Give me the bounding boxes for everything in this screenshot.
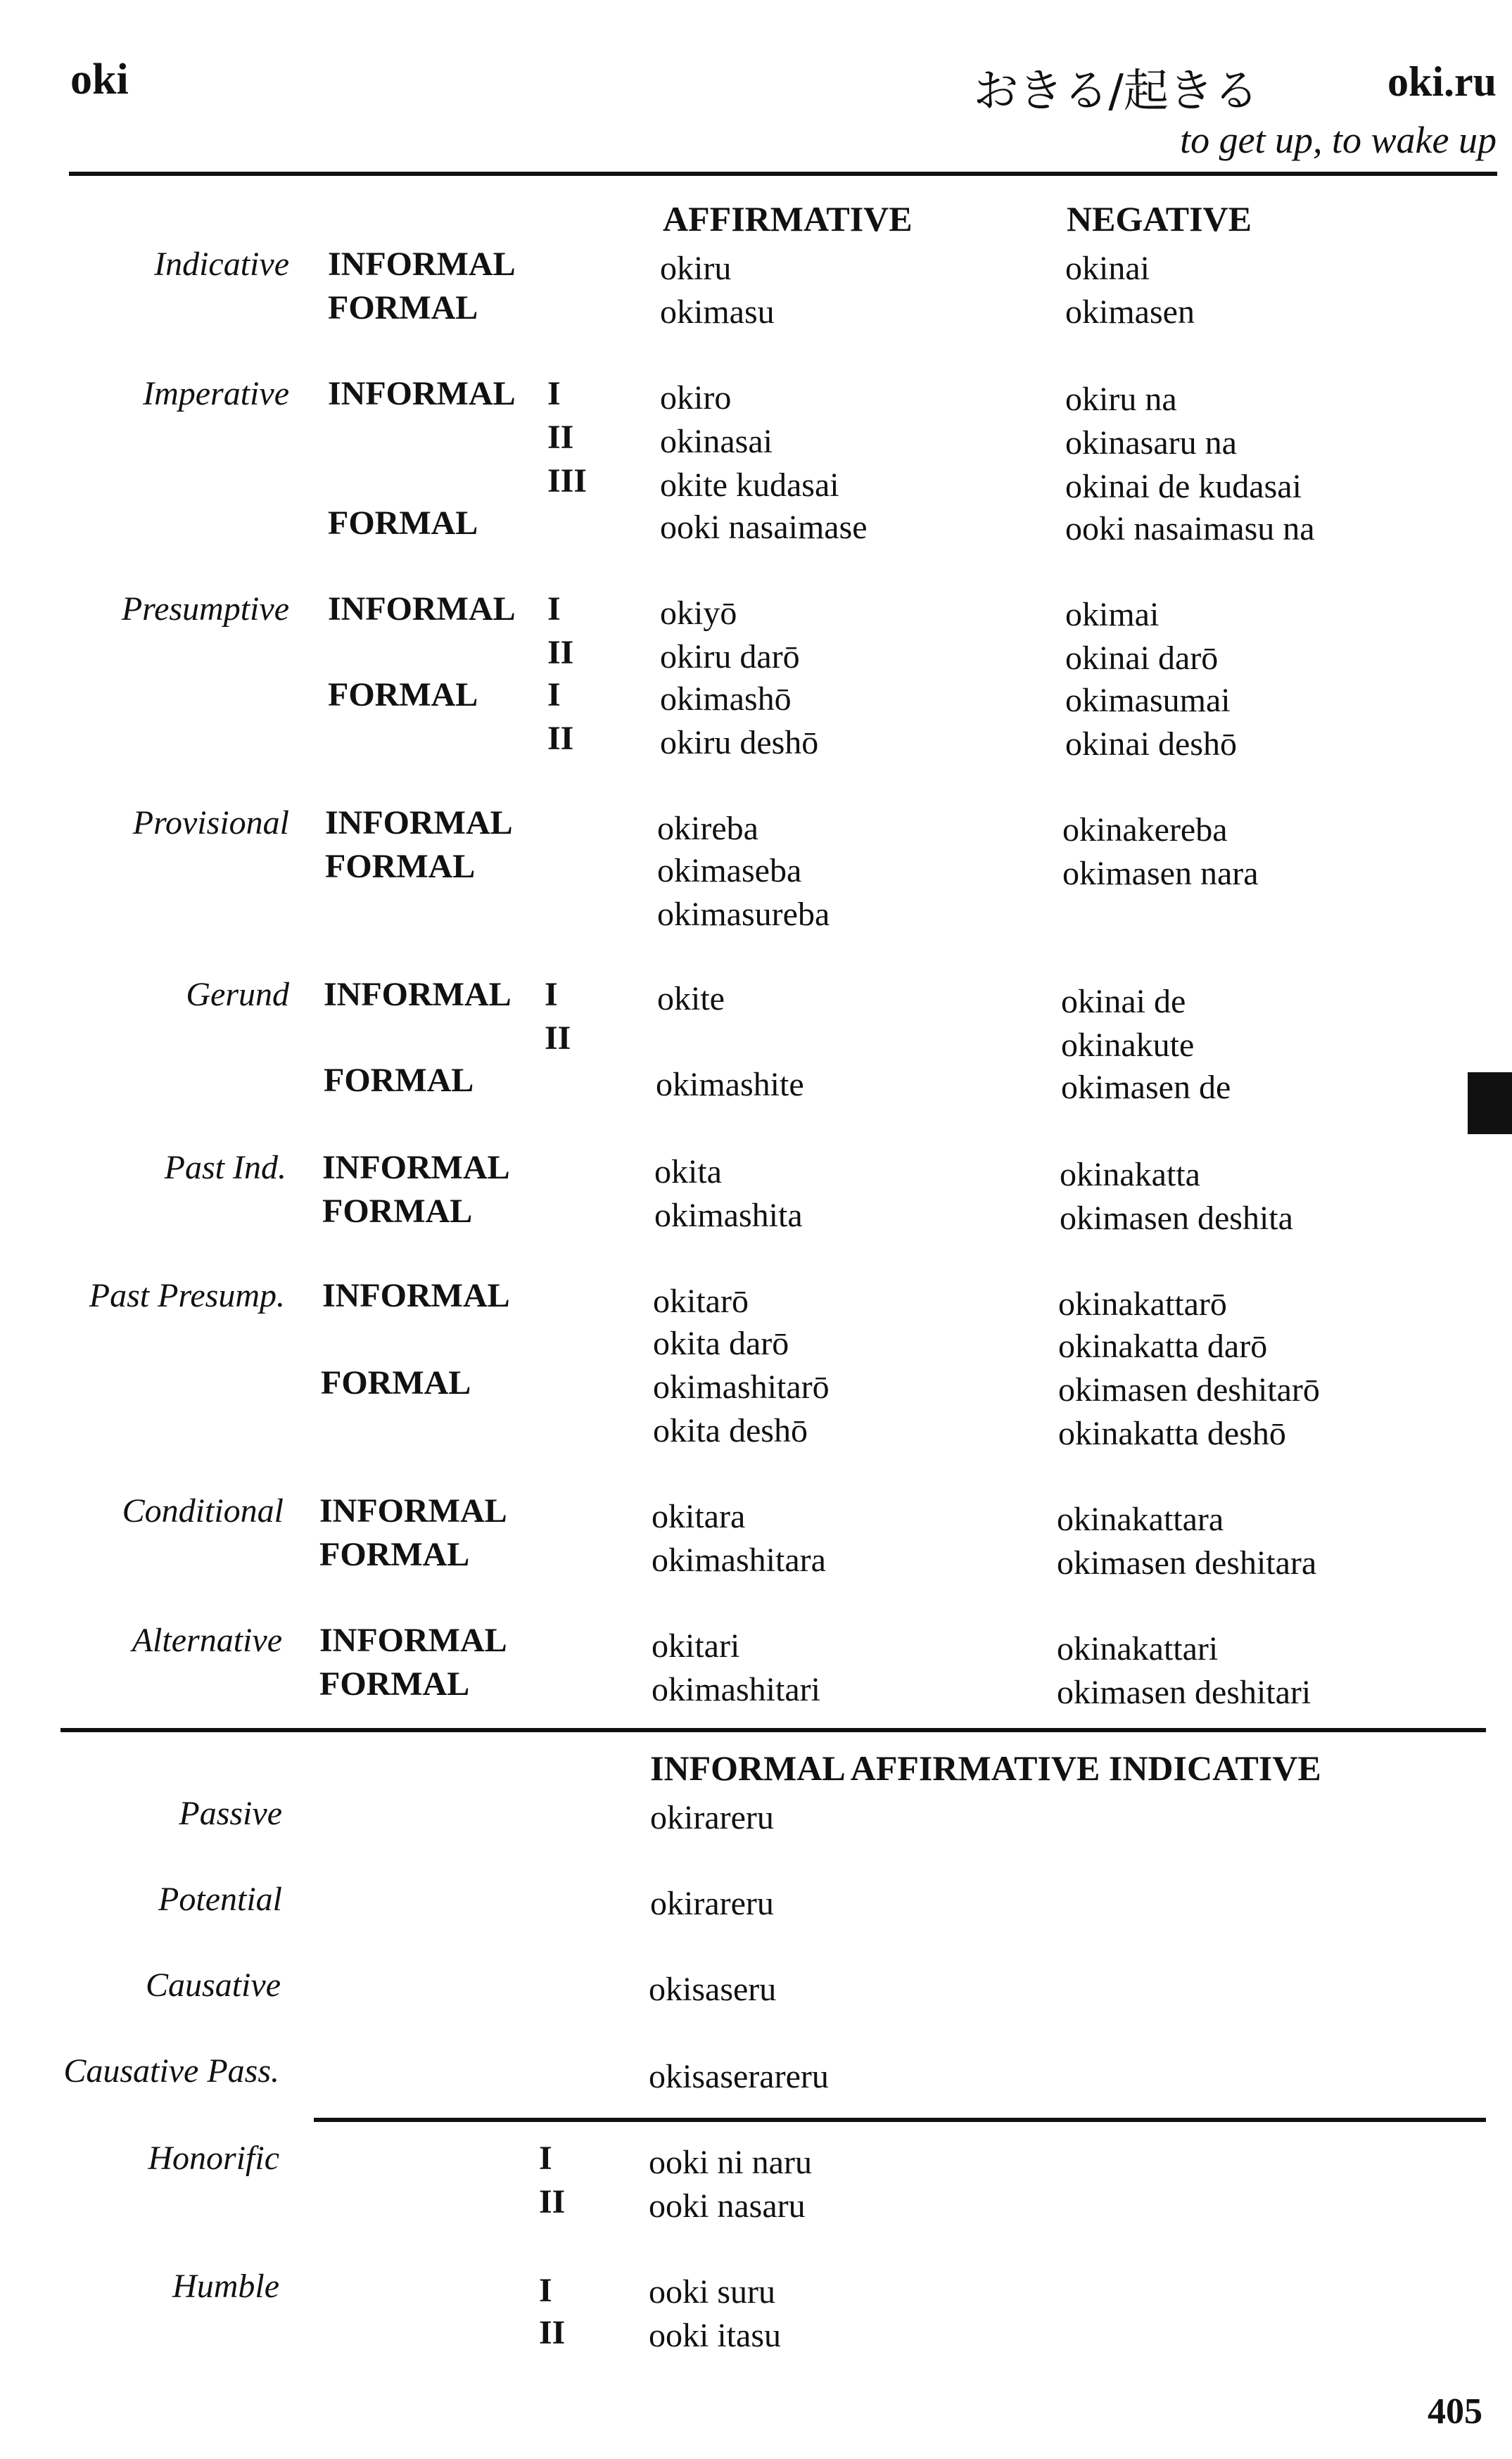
row-level: INFORMAL [328,590,516,628]
row-level: FORMAL [324,1062,474,1099]
row-label: Conditional [122,1492,284,1530]
row-negative: okinakattara [1057,1501,1224,1538]
verb-japanese: おきる/起きる [973,65,1259,117]
row-number: II [547,634,574,671]
row-affirmative: okita deshō [653,1412,808,1449]
verb-meaning: to get up, to wake up [1180,119,1497,161]
row-number: III [547,462,587,500]
polite-label: Humble [172,2268,279,2305]
polite-form: ooki nasaru [649,2187,806,2225]
row-affirmative: okite kudasai [660,466,839,504]
row-negative: okimasen deshita [1060,1200,1293,1237]
row-level: FORMAL [319,1665,470,1703]
row-affirmative: okita darō [653,1325,789,1362]
row-negative: okinai de [1061,983,1186,1020]
derived-form: okisaseru [649,1971,777,2008]
row-negative: okimasen nara [1062,855,1259,892]
row-affirmative: okiyō [660,595,737,632]
row-affirmative: okitari [652,1627,740,1665]
row-affirmative: okimashite [656,1066,804,1103]
thumb-index-tab [1468,1072,1512,1134]
derived-form: okirareru [650,1799,774,1836]
row-negative: okimasumai [1065,682,1231,719]
row-label: Provisional [132,804,289,841]
row-number: II [547,419,574,456]
row-affirmative: okiru darō [660,638,800,675]
row-affirmative: okiro [660,379,732,417]
row-label: Presumptive [121,590,289,628]
row-negative: okinasaru na [1065,424,1237,462]
polite-number: II [539,2183,566,2220]
derived-form: okisaserareru [649,2058,829,2095]
row-negative: okimasen deshitari [1057,1674,1311,1711]
column-negative: NEGATIVE [1067,199,1252,239]
row-affirmative: okireba [657,810,758,847]
polite-form: ooki ni naru [649,2144,812,2181]
page-number: 405 [1428,2391,1482,2432]
row-label: Alternative [132,1622,282,1659]
row-label: Gerund [186,976,289,1013]
polite-form: ooki itasu [649,2317,781,2354]
row-number: I [547,375,561,412]
row-level: INFORMAL [325,804,513,841]
verb-stem: oki [70,56,129,103]
row-negative: okimasen de [1061,1069,1231,1106]
row-affirmative: okitara [652,1498,746,1535]
derived-heading: INFORMAL AFFIRMATIVE INDICATIVE [650,1748,1321,1788]
row-level: FORMAL [328,504,478,542]
row-number: II [547,720,574,757]
row-level: INFORMAL [319,1622,507,1659]
row-negative: okinai de kudasai [1065,468,1302,505]
row-label: Past Presump. [89,1277,285,1314]
row-affirmative: okimasu [660,293,775,331]
row-number: I [547,590,561,628]
row-negative: okinai deshō [1065,725,1237,763]
row-affirmative: ooki nasaimase [660,509,868,546]
row-affirmative: okiru deshō [660,724,819,761]
row-affirmative: okimasureba [657,896,830,933]
row-label: Past Ind. [164,1149,286,1186]
polite-form: ooki suru [649,2273,775,2311]
row-affirmative: okitarō [653,1283,749,1320]
verb-romaji: oki.ru [1387,58,1497,105]
row-label: Imperative [143,375,289,412]
row-negative: okimasen [1065,293,1195,331]
column-affirmative: AFFIRMATIVE [663,199,913,239]
row-negative: okinakatta [1060,1156,1200,1193]
row-affirmative: okimashita [654,1197,803,1234]
row-negative: okimai [1065,596,1160,633]
row-affirmative: okimashitara [652,1542,826,1579]
polite-number: II [539,2314,566,2351]
row-level: FORMAL [328,676,478,713]
row-affirmative: okimaseba [657,852,802,889]
row-level: INFORMAL [328,375,516,412]
row-negative: okimasen deshitara [1057,1544,1317,1582]
row-affirmative: okite [657,980,725,1017]
row-level: INFORMAL [328,246,516,283]
row-affirmative: okimashitarō [653,1368,830,1406]
polite-rule [314,2118,1486,2122]
derived-label: Causative Pass. [63,2052,279,2090]
row-level: INFORMAL [322,1149,510,1186]
section-rule [61,1728,1486,1732]
row-number: II [545,1019,571,1057]
polite-label: Honorific [148,2140,279,2177]
row-negative: okinakute [1061,1027,1195,1064]
derived-label: Causative [146,1966,281,2004]
row-affirmative: okimashō [660,680,792,718]
polite-number: I [539,2272,552,2309]
row-level: FORMAL [319,1536,470,1573]
polite-number: I [539,2140,552,2177]
row-level: INFORMAL [322,1277,510,1314]
row-level: FORMAL [321,1364,471,1402]
header-rule [69,172,1497,176]
row-number: I [545,976,558,1013]
row-level: FORMAL [325,848,476,885]
row-affirmative: okita [654,1153,722,1190]
row-negative: okinakereba [1062,811,1228,849]
row-negative: okinakatta deshō [1058,1415,1286,1452]
row-negative: okinakattari [1057,1630,1219,1667]
row-negative: okinakatta darō [1058,1328,1268,1365]
row-affirmative: okiru [660,250,732,287]
row-negative: okinakattarō [1058,1285,1227,1323]
row-negative: ooki nasaimasu na [1065,510,1315,547]
row-level: FORMAL [328,289,478,326]
row-level: INFORMAL [319,1492,507,1530]
row-level: FORMAL [322,1193,473,1230]
derived-label: Potential [158,1881,282,1918]
row-negative: okinai [1065,250,1150,287]
row-negative: okinai darō [1065,640,1219,677]
row-affirmative: okimashitari [652,1671,820,1708]
row-negative: okiru na [1065,381,1177,418]
row-affirmative: okinasai [660,423,773,460]
derived-form: okirareru [650,1885,774,1922]
row-level: INFORMAL [324,976,512,1013]
row-negative: okimasen deshitarō [1058,1371,1320,1409]
row-number: I [547,676,561,713]
row-label: Indicative [154,246,289,283]
derived-label: Passive [179,1795,282,1832]
